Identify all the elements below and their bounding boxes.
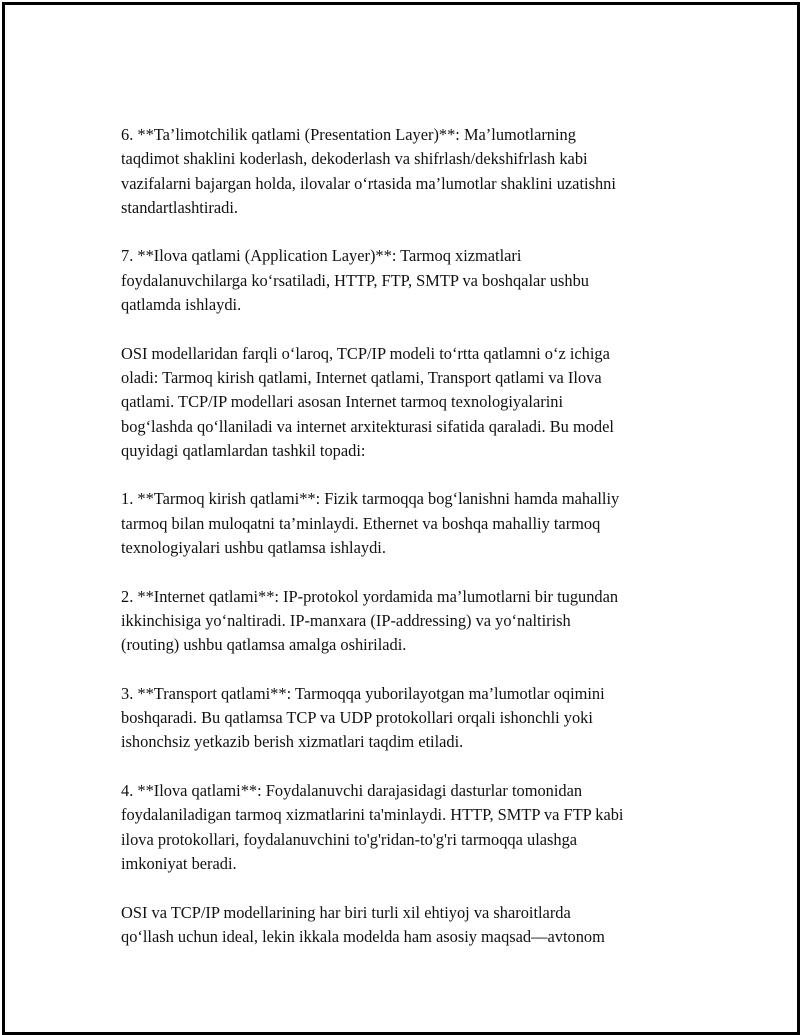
text-line: 7. **Ilova qatlami (Application Layer)**: Tarmoq xizmatlari [121, 246, 522, 266]
text-line: ikkinchisiga yo‘naltiradi. IP-manxara (IP-addressing) va yo‘naltirish [121, 610, 571, 630]
text-line: 4. **Ilova qatlami**: Foydalanuvchi darajasidagi dasturlar tomonidan [121, 781, 583, 801]
text-line: standartlashtiradi. [121, 197, 238, 217]
text-line: 6. **Ta’limotchilik qatlami (Presentation Layer)**: Ma’lumotlarning [121, 125, 576, 144]
text-line: imkoniyat beradi. [121, 853, 237, 873]
text-line: 3. **Transport qatlami**: Tarmoqqa yuborilayotgan ma’lumotlar oqimini [121, 683, 605, 703]
text-line: tarmoq bilan muloqatni ta’minlaydi. Ethernet va boshqa mahalliy tarmoq [121, 513, 601, 533]
text-line: OSI va TCP/IP modellarining har biri turli xil ehtiyoj va sharoitlarda [121, 902, 571, 922]
text-line: 1. **Tarmoq kirish qatlami**: Fizik tarmoqqa bog‘lanishni hamda mahalliy [121, 489, 620, 509]
text-line: taqdimot shaklini koderlash, dekoderlash va shifrlash/dekshifrlash kabi [121, 149, 588, 169]
text-line: qo‘llash uchun ideal, lekin ikkala modelda ham asosiy maqsad—avtonom [121, 926, 605, 946]
text-line: boshqaradi. Bu qatlamsa TCP va UDP protokollari orqali ishonchli yoki [121, 708, 593, 728]
paragraph-tcpip-intro [121, 342, 711, 463]
paragraph-transport-layer [121, 682, 711, 755]
text-line: qatlamda ishlaydi. [121, 295, 242, 315]
document-body [121, 123, 711, 973]
paragraph-internet-layer [121, 585, 711, 658]
paragraph-tcpip-application-layer [121, 779, 711, 876]
paragraph-network-access-layer [121, 487, 711, 560]
text-line: quyidagi qatlamlardan tashkil topadi: [121, 440, 366, 460]
text-line: foydalaniladigan tarmoq xizmatlarini ta'minlaydi. HTTP, SMTP va FTP kabi [121, 805, 624, 825]
text-line: (routing) ushbu qatlamsa amalga oshiriladi. [121, 635, 407, 655]
text-line: oladi: Tarmoq kirish qatlami, Internet qatlami, Transport qatlami va Ilova [121, 367, 602, 387]
text-line: foydalanuvchilarga ko‘rsatiladi, HTTP, FTP, SMTP va boshqalar ushbu [121, 270, 589, 290]
paragraph-presentation-layer [121, 123, 711, 220]
text-line: ishonchsiz yetkazib berish xizmatlari taqdim etiladi. [121, 732, 464, 752]
paragraph-conclusion [121, 901, 711, 950]
paragraph-application-layer [121, 244, 711, 317]
text-line: texnologiyalari ushbu qatlamsa ishlaydi. [121, 538, 386, 558]
text-line: qatlami. TCP/IP modellari asosan Internet tarmoq texnologiyalarini [121, 392, 563, 412]
text-line: bog‘lashda qo‘llaniladi va internet arxitekturasi sifatida qaraladi. Bu model [121, 416, 614, 436]
text-line: vazifalarni bajargan holda, ilovalar o‘rtasida ma’lumotlar shaklini uzatishni [121, 173, 616, 193]
page-frame [2, 2, 800, 1035]
text-line: 2. **Internet qatlami**: IP-protokol yordamida ma’lumotlarni bir tugundan [121, 586, 619, 606]
text-line: ilova protokollari, foydalanuvchini to'g'ridan-to'g'ri tarmoqqa ulashga [121, 829, 578, 849]
text-line: OSI modellaridan farqli o‘laroq, TCP/IP modeli to‘rtta qatlamni o‘z ichiga [121, 343, 610, 363]
